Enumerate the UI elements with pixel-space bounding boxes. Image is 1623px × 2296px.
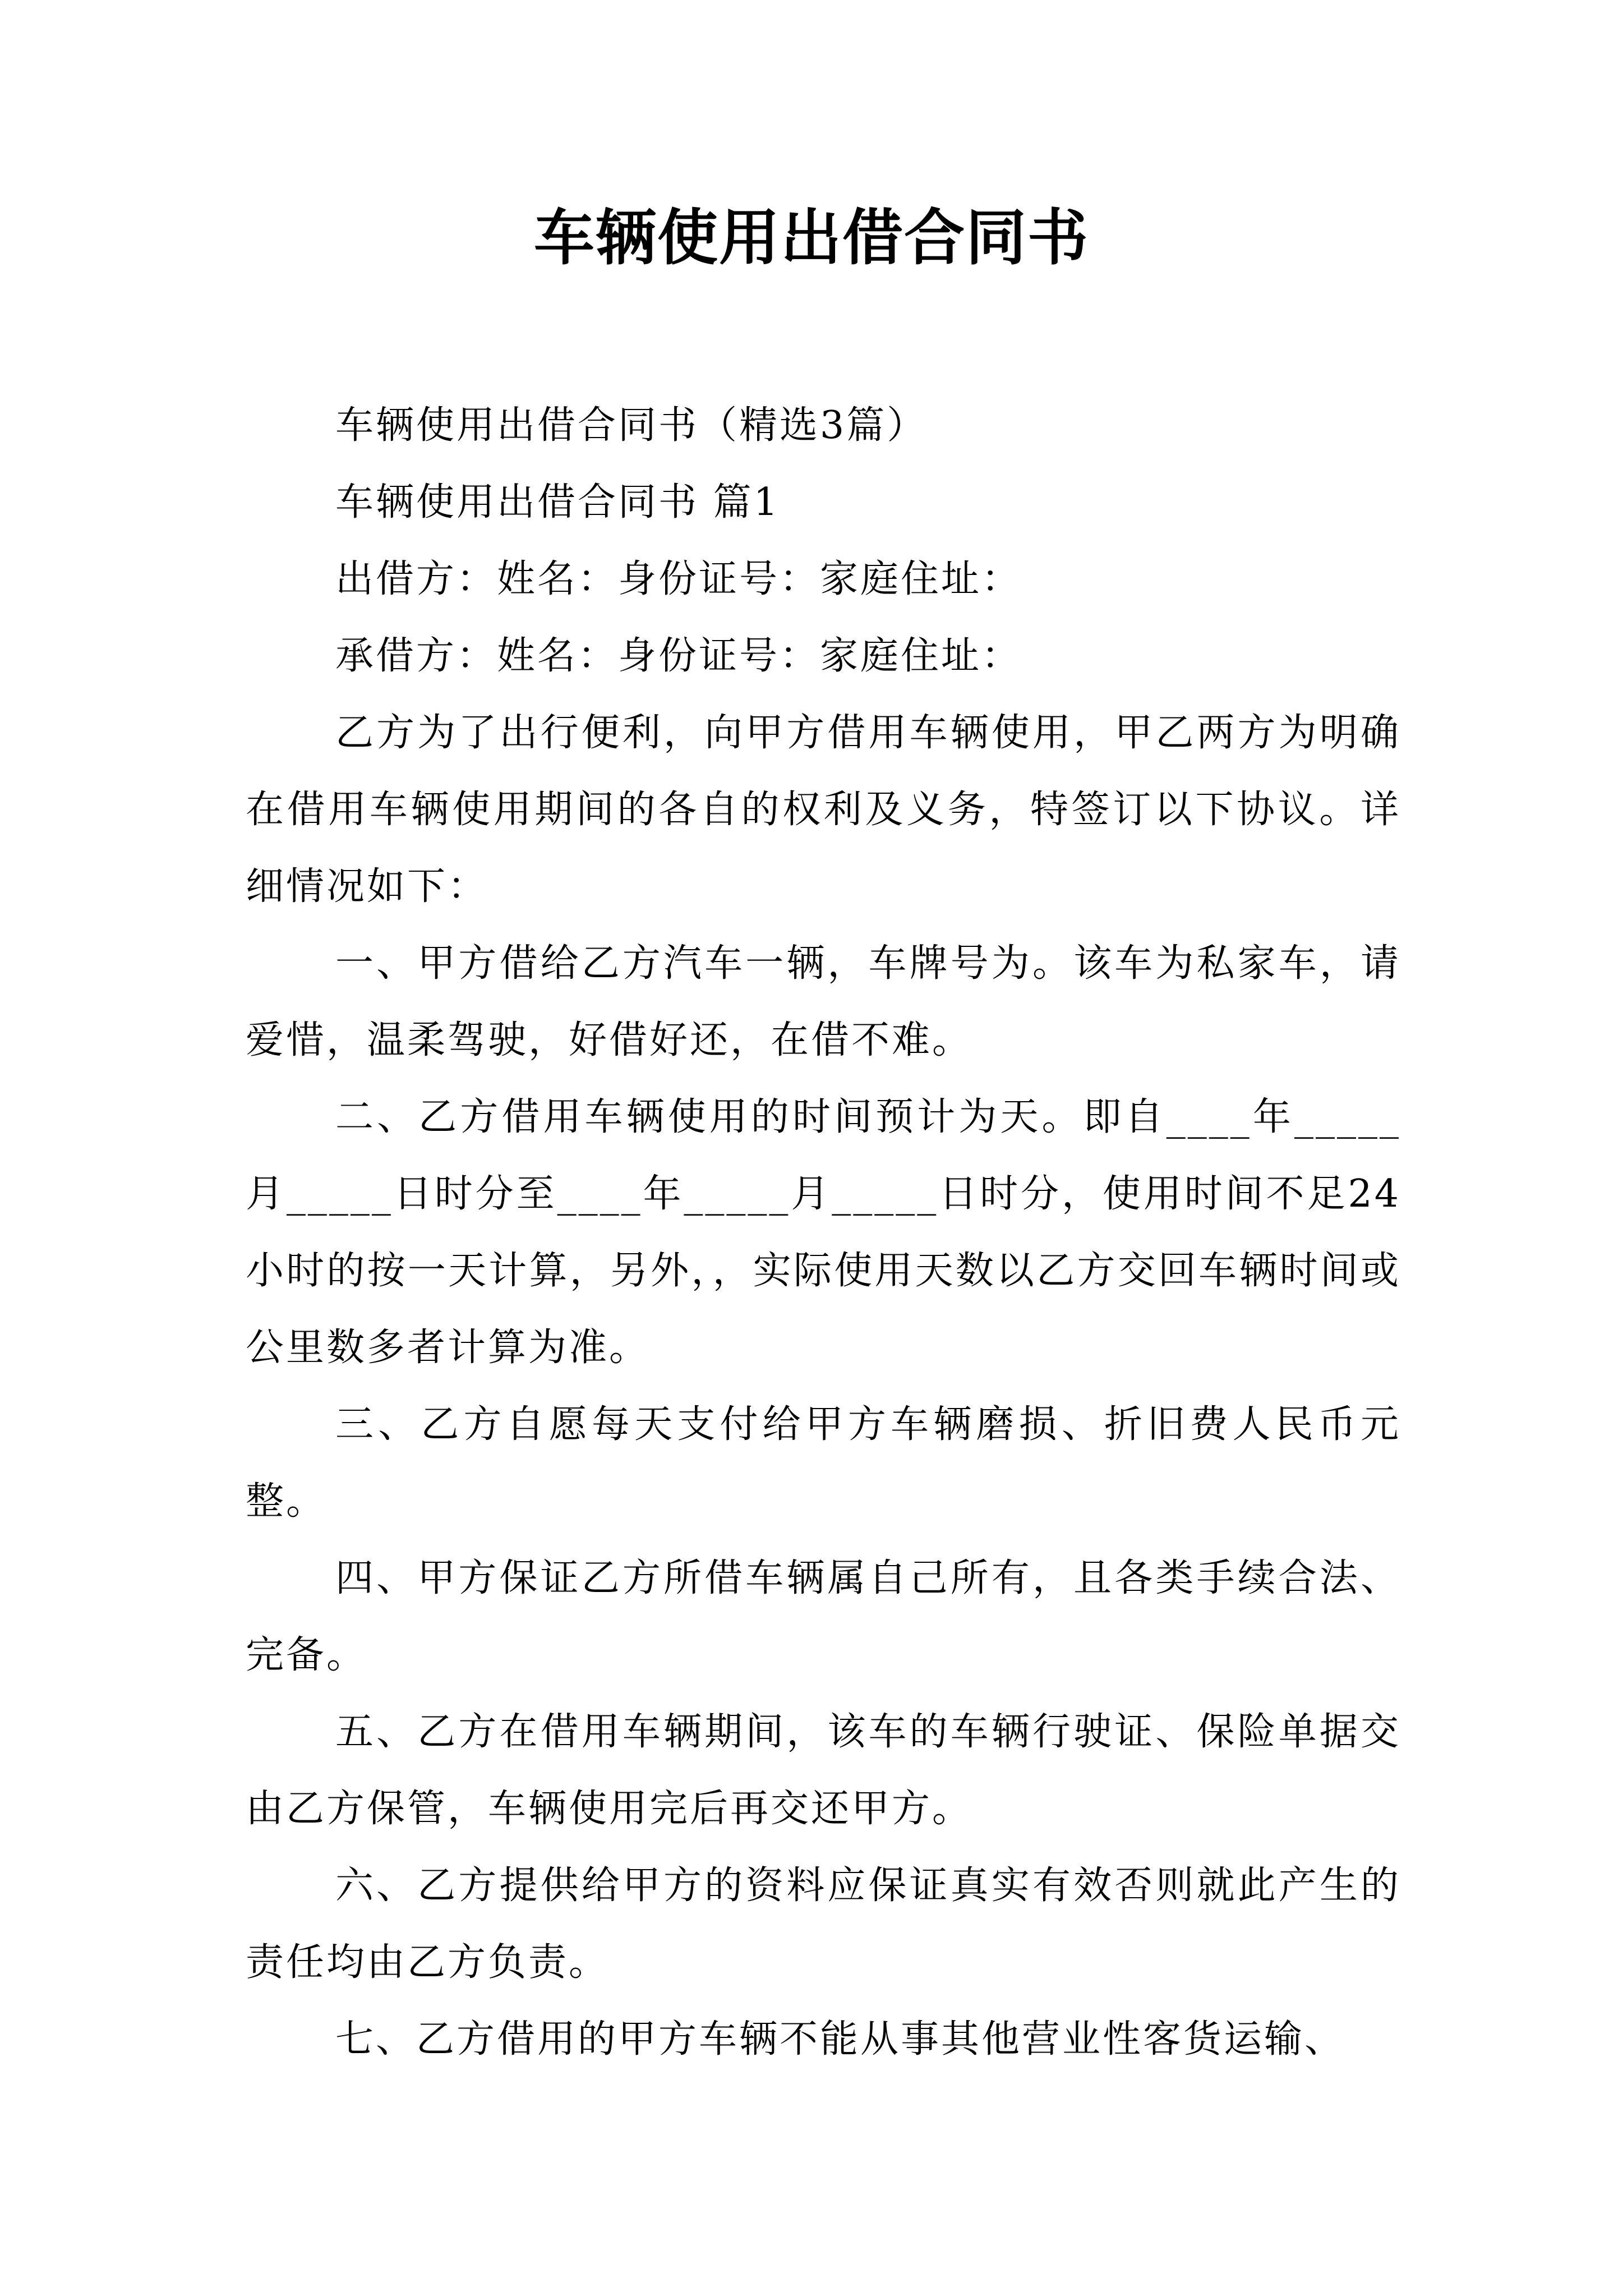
paragraph-section-heading: 车辆使用出借合同书 篇1	[335, 480, 780, 524]
paragraph-clause-6: 六、乙方提供给甲方的资料应保证真实有效否则就此产生的责任均由乙方负责。	[246, 1864, 1401, 1985]
document-body	[246, 387, 1401, 2078]
paragraph-clause-5: 五、乙方在借用车辆期间，该车的车辆行驶证、保险单据交由乙方保管，车辆使用完后再交还甲方。	[246, 1710, 1401, 1831]
paragraph-clause-1: 一、甲方借给乙方汽车一辆，车牌号为。该车为私家车，请爱惜，温柔驾驶，好借好还，在借不难。	[246, 941, 1401, 1062]
paragraph-borrower-info: 承借方：姓名：身份证号：家庭住址：	[335, 634, 1022, 678]
paragraph-clause-2: 二、乙方借用车辆使用的时间预计为天。即自____年_____月_____日时分至____年_____月_____日时分，使用时间不足24小时的按一天计算，另外，，实际使用天数以乙方交回车辆时间或公里数多者计算为准。	[246, 1095, 1401, 1370]
paragraph-clause-3: 三、乙方自愿每天支付给甲方车辆磨损、折旧费人民币元整。	[246, 1402, 1401, 1524]
paragraph-clause-7: 七、乙方借用的甲方车辆不能从事其他营业性客货运输、	[335, 2017, 1345, 2062]
paragraph-clause-4: 四、甲方保证乙方所借车辆属自己所有，且各类手续合法、完备。	[246, 1556, 1401, 1677]
paragraph-lender-info: 出借方：姓名：身份证号：家庭住址：	[335, 557, 1022, 601]
paragraph-intro: 乙方为了出行便利，向甲方借用车辆使用，甲乙两方为明确在借用车辆使用期间的各自的权利及义务，特签订以下协议。详细情况如下：	[246, 711, 1401, 909]
document-title: 车辆使用出借合同书	[533, 203, 1089, 273]
paragraph-subtitle: 车辆使用出借合同书（精选3篇）	[335, 403, 928, 448]
